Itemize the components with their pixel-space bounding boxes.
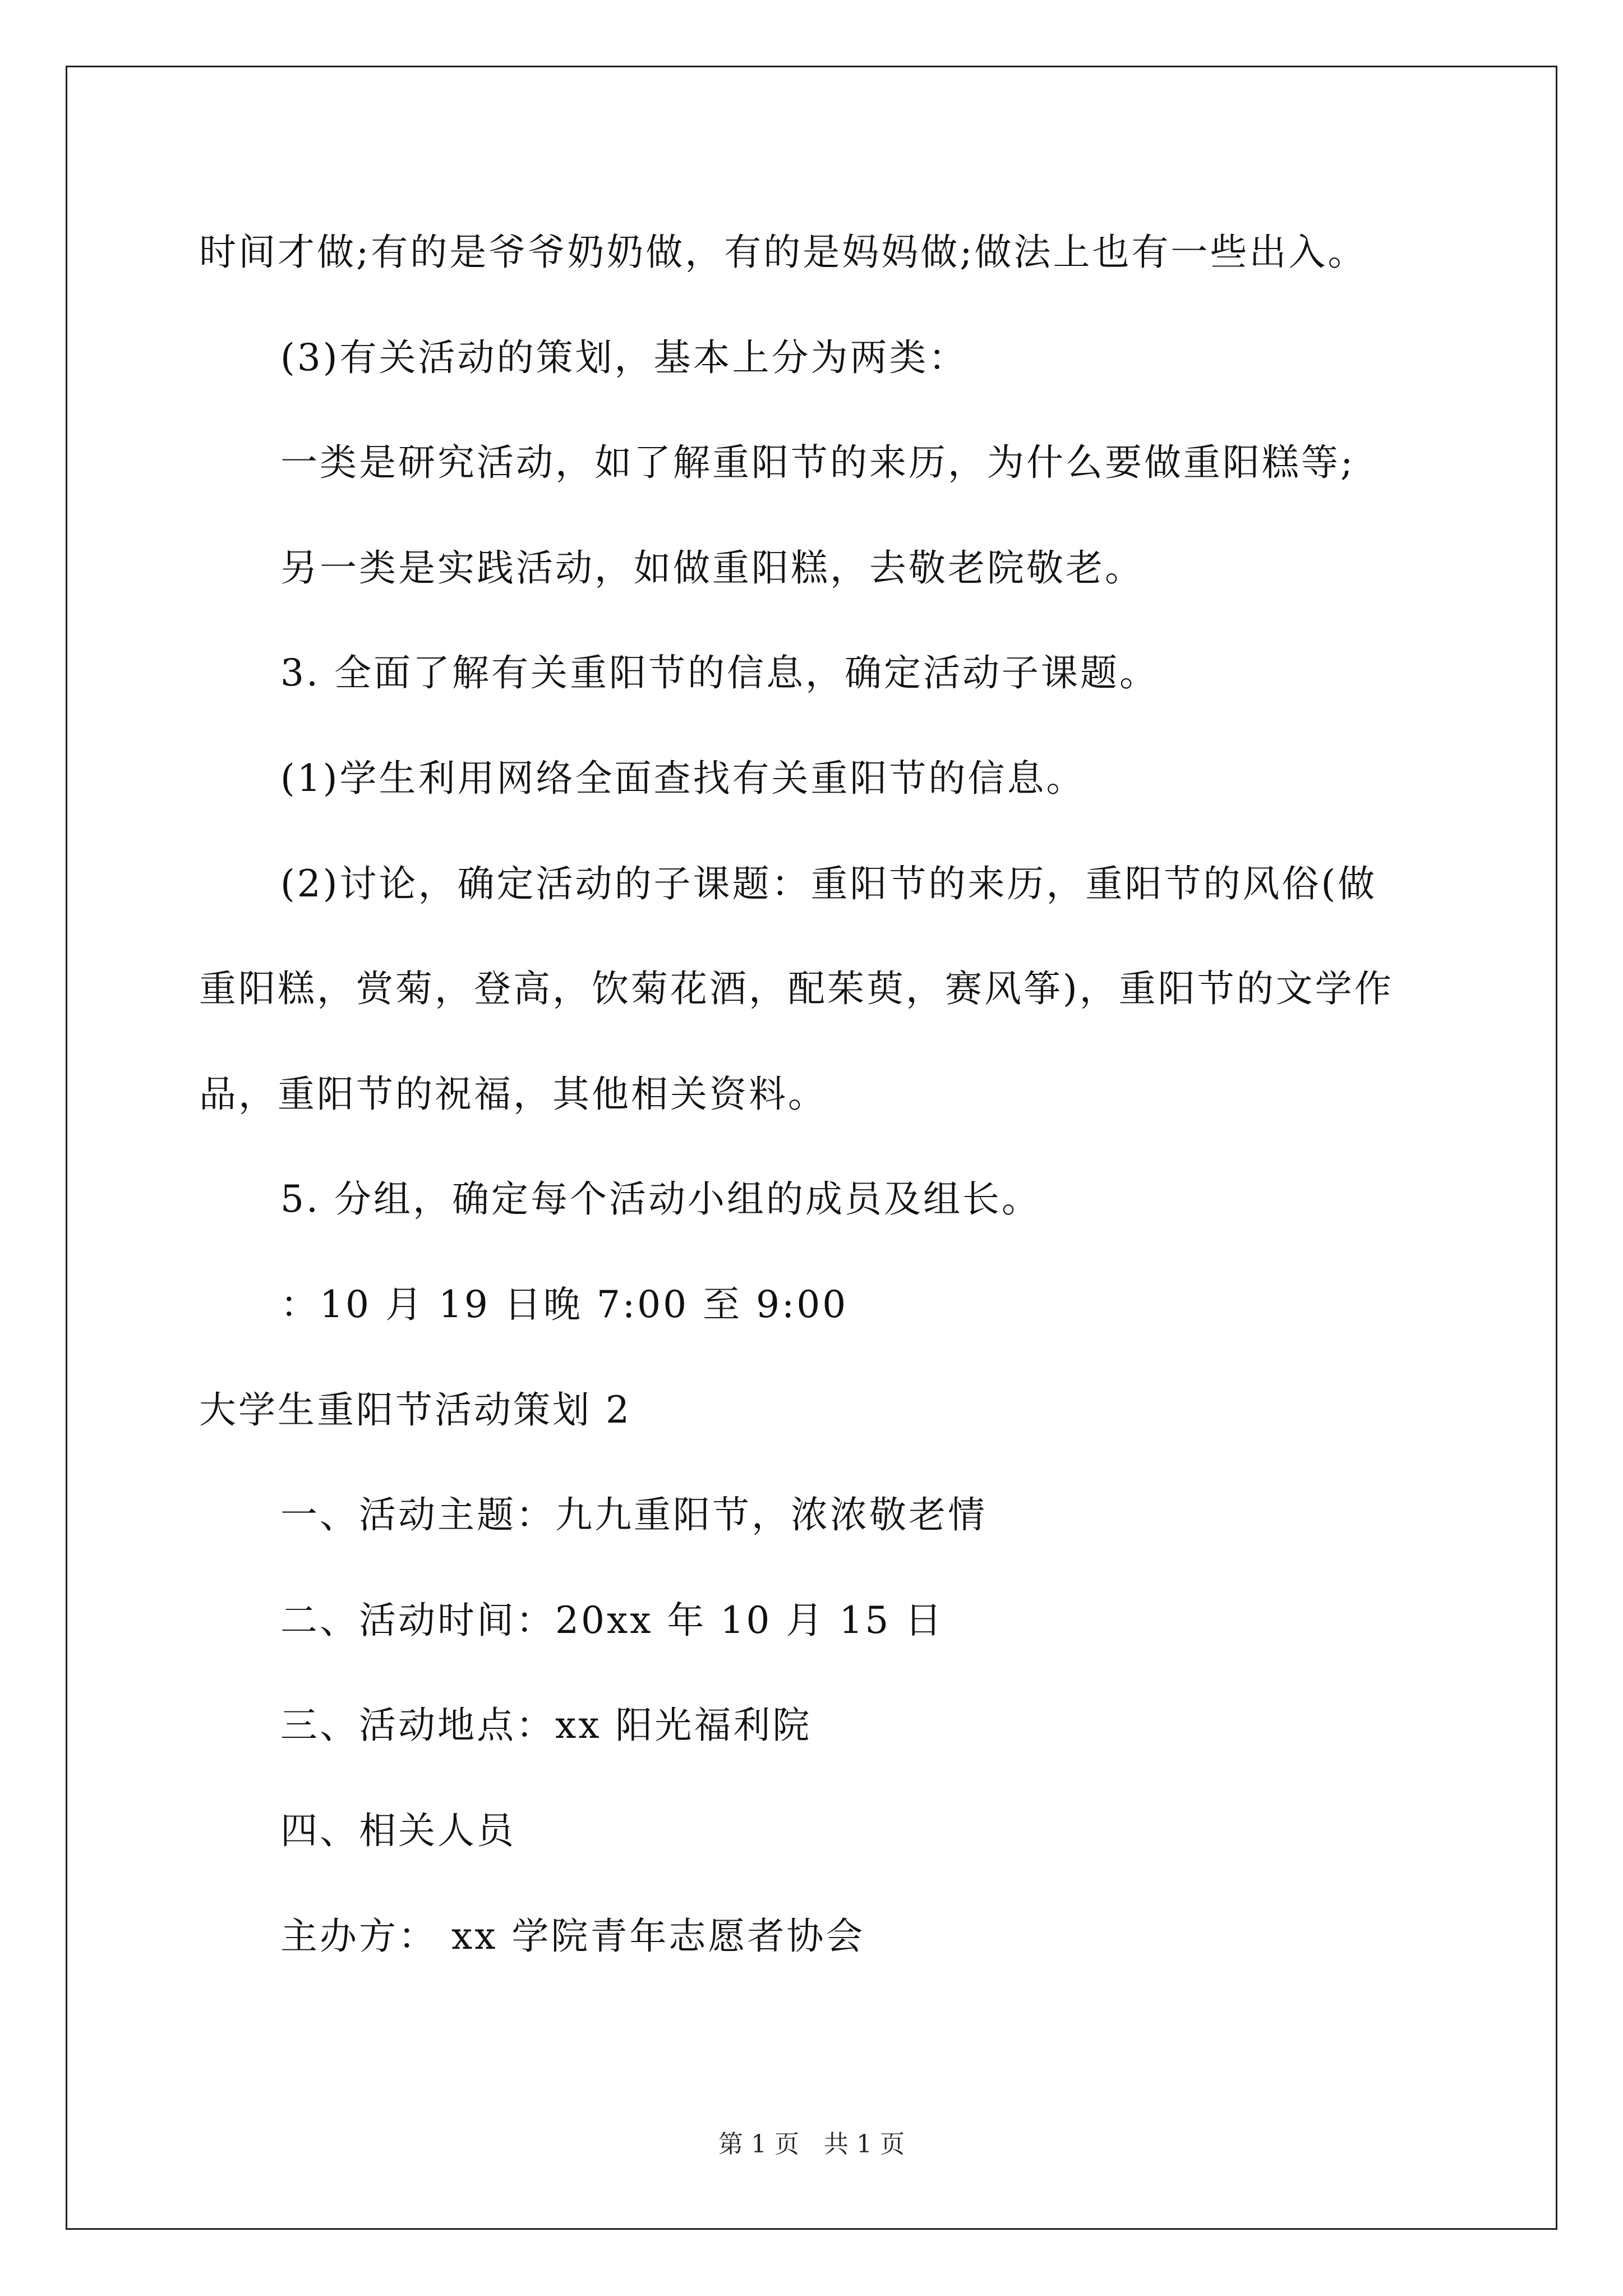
paragraph-line: 重阳糕，赏菊，登高，饮菊花酒，配茱萸，赛风筝)，重阳节的文学作 — [199, 967, 1394, 1010]
paragraph-line: (3)有关活动的策划，基本上分为两类： — [280, 336, 968, 379]
paragraph-line: (2)讨论，确定活动的子课题：重阳节的来历，重阳节的风俗(做 — [280, 862, 1377, 905]
paragraph-line: 5. 分组，确定每个活动小组的成员及组长。 — [280, 1177, 1041, 1221]
paragraph-line: 一类是研究活动，如了解重阳节的来历，为什么要做重阳糕等; — [280, 441, 1355, 484]
paragraph-line: 3. 全面了解有关重阳节的信息，确定活动子课题。 — [280, 651, 1159, 694]
paragraph-line: 二、活动时间：20xx 年 10 月 15 日 — [280, 1599, 944, 1642]
paragraph-line: 三、活动地点：xx 阳光福利院 — [280, 1704, 812, 1747]
section-heading: 大学生重阳节活动策划 2 — [199, 1388, 631, 1432]
paragraph-line: 时间才做;有的是爷爷奶奶做，有的是妈妈做;做法上也有一些出入。 — [199, 231, 1367, 274]
paragraph-line: ：10 月 19 日晚 7:00 至 9:00 — [280, 1283, 849, 1326]
page-footer: 第 1 页 共 1 页 — [718, 2130, 905, 2159]
paragraph-line: 四、相关人员 — [280, 1809, 516, 1852]
paragraph-line: (1)学生利用网络全面查找有关重阳节的信息。 — [280, 757, 1086, 800]
paragraph-line: 品，重阳节的祝福，其他相关资料。 — [199, 1073, 827, 1116]
paragraph-line: 另一类是实践活动，如做重阳糕，去敬老院敬老。 — [280, 546, 1144, 590]
page-border — [66, 66, 1557, 2230]
paragraph-line: 一、活动主题：九九重阳节，浓浓敬老情 — [280, 1493, 987, 1536]
paragraph-line: 主办方： xx 学院青年志愿者协会 — [280, 1915, 865, 1958]
